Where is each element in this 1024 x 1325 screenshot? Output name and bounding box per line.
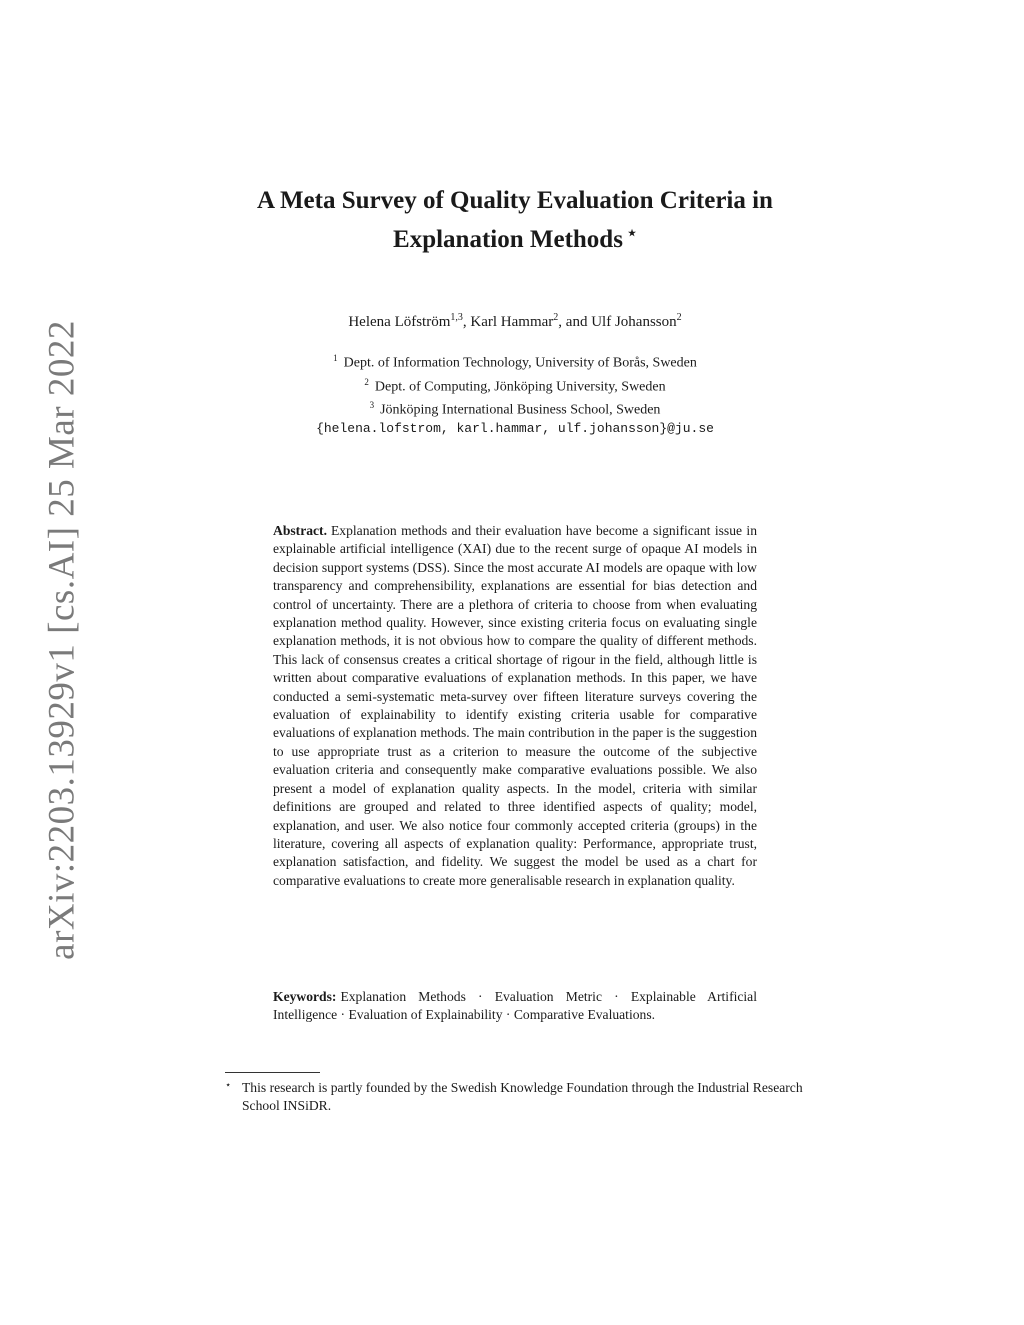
footnote-divider (225, 1072, 320, 1073)
author-name: Helena Löfström (348, 314, 451, 330)
affiliation-text: Dept. of Information Technology, University of Borås, Sweden (343, 355, 697, 371)
author-name: Ulf Johansson (591, 314, 677, 330)
affiliation-text: Dept. of Computing, Jönköping University, Sweden (374, 379, 666, 395)
affiliation-text: Jönköping International Business School, Sweden (380, 402, 661, 418)
affiliation-item (160, 396, 870, 420)
author-separator: , (462, 314, 471, 330)
title-line-2-text: Explanation Methods (393, 226, 623, 253)
footnote-mark: ⋆ (225, 1080, 232, 1091)
affiliation-mark: 3 (369, 400, 375, 411)
title-footnote-mark: ⋆ (626, 225, 637, 242)
affiliation-mark: 1 (333, 353, 338, 363)
affiliation-list (160, 349, 870, 438)
footnote (225, 1077, 827, 1115)
title-line-2 (160, 217, 870, 256)
abstract-label: Abstract. (273, 523, 327, 538)
footnote-text: This research is partly founded by the Swedish Knowledge Foundation through the Industrial Research School INSiDR. (242, 1080, 803, 1113)
arxiv-identifier: arXiv:2203.13929v1 [cs.AI] 25 Mar 2022 (41, 320, 83, 960)
affiliation-mark: 2 (364, 376, 369, 387)
title-line-1: A Meta Survey of Quality Evaluation Criteria in (257, 187, 773, 214)
abstract (273, 522, 757, 890)
author-affiliation-mark: 2 (676, 312, 682, 323)
author-emails: {helena.lofstrom, karl.hammar, ulf.johansson}@ju.se (316, 420, 714, 436)
keywords-text: Explanation Methods · Evaluation Metric · Explainable Artificial Intelligence · Evaluation of Explainability · Comparative Evaluations. (273, 989, 757, 1023)
affiliation-item (160, 373, 870, 397)
abstract-text: Explanation methods and their evaluation have become a significant issue in explainable artificial intelligence (XAI) due to the recent surge of opaque AI models in decision support systems (DSS). Since the most accurate AI models are opaque with low transparency and comprehensibility, explanations are essential for bias detection and control of uncertainty. There are a plethora of criteria to choose from when evaluating explanation method quality. However, since existing criteria focus on evaluating single explanation methods, it is not obvious how to compare the quality of different methods. This lack of consensus creates a critical shortage of rigour in the field, although little is written about comparative evaluations of explanation methods. In this paper, we have conducted a semi-systematic meta-survey over fifteen literature surveys covering the evaluation of explainability to identify existing criteria usable for comparative evaluations of explanation methods. The main contribution in the paper is the suggestion to use appropriate trust as a criterion to measure the outcome of the subjective evaluation criteria and consequently make comparative evaluations possible. We also present a model of explanation quality aspects. In the model, criteria with similar definitions are grouped and related to three identified aspects of quality; model, explanation, and user. We also notice four commonly accepted criteria (groups) in the literature, covering all aspects of explanation quality: Performance, appropriate trust, explanation satisfaction, and fidelity. We suggest the model be used as a chart for comparative evaluations to create more generalisable research in explanation quality. (273, 523, 757, 888)
author-separator: , and (558, 314, 592, 330)
paper-title (160, 184, 870, 256)
author-affiliation-mark: 2 (553, 312, 559, 323)
author-name: Karl Hammar (470, 314, 554, 330)
affiliation-item (160, 349, 870, 373)
author-affiliation-mark: 1,3 (450, 312, 463, 323)
keywords (273, 988, 757, 1025)
author-list (160, 312, 870, 331)
keywords-label: Keywords: (273, 989, 337, 1004)
